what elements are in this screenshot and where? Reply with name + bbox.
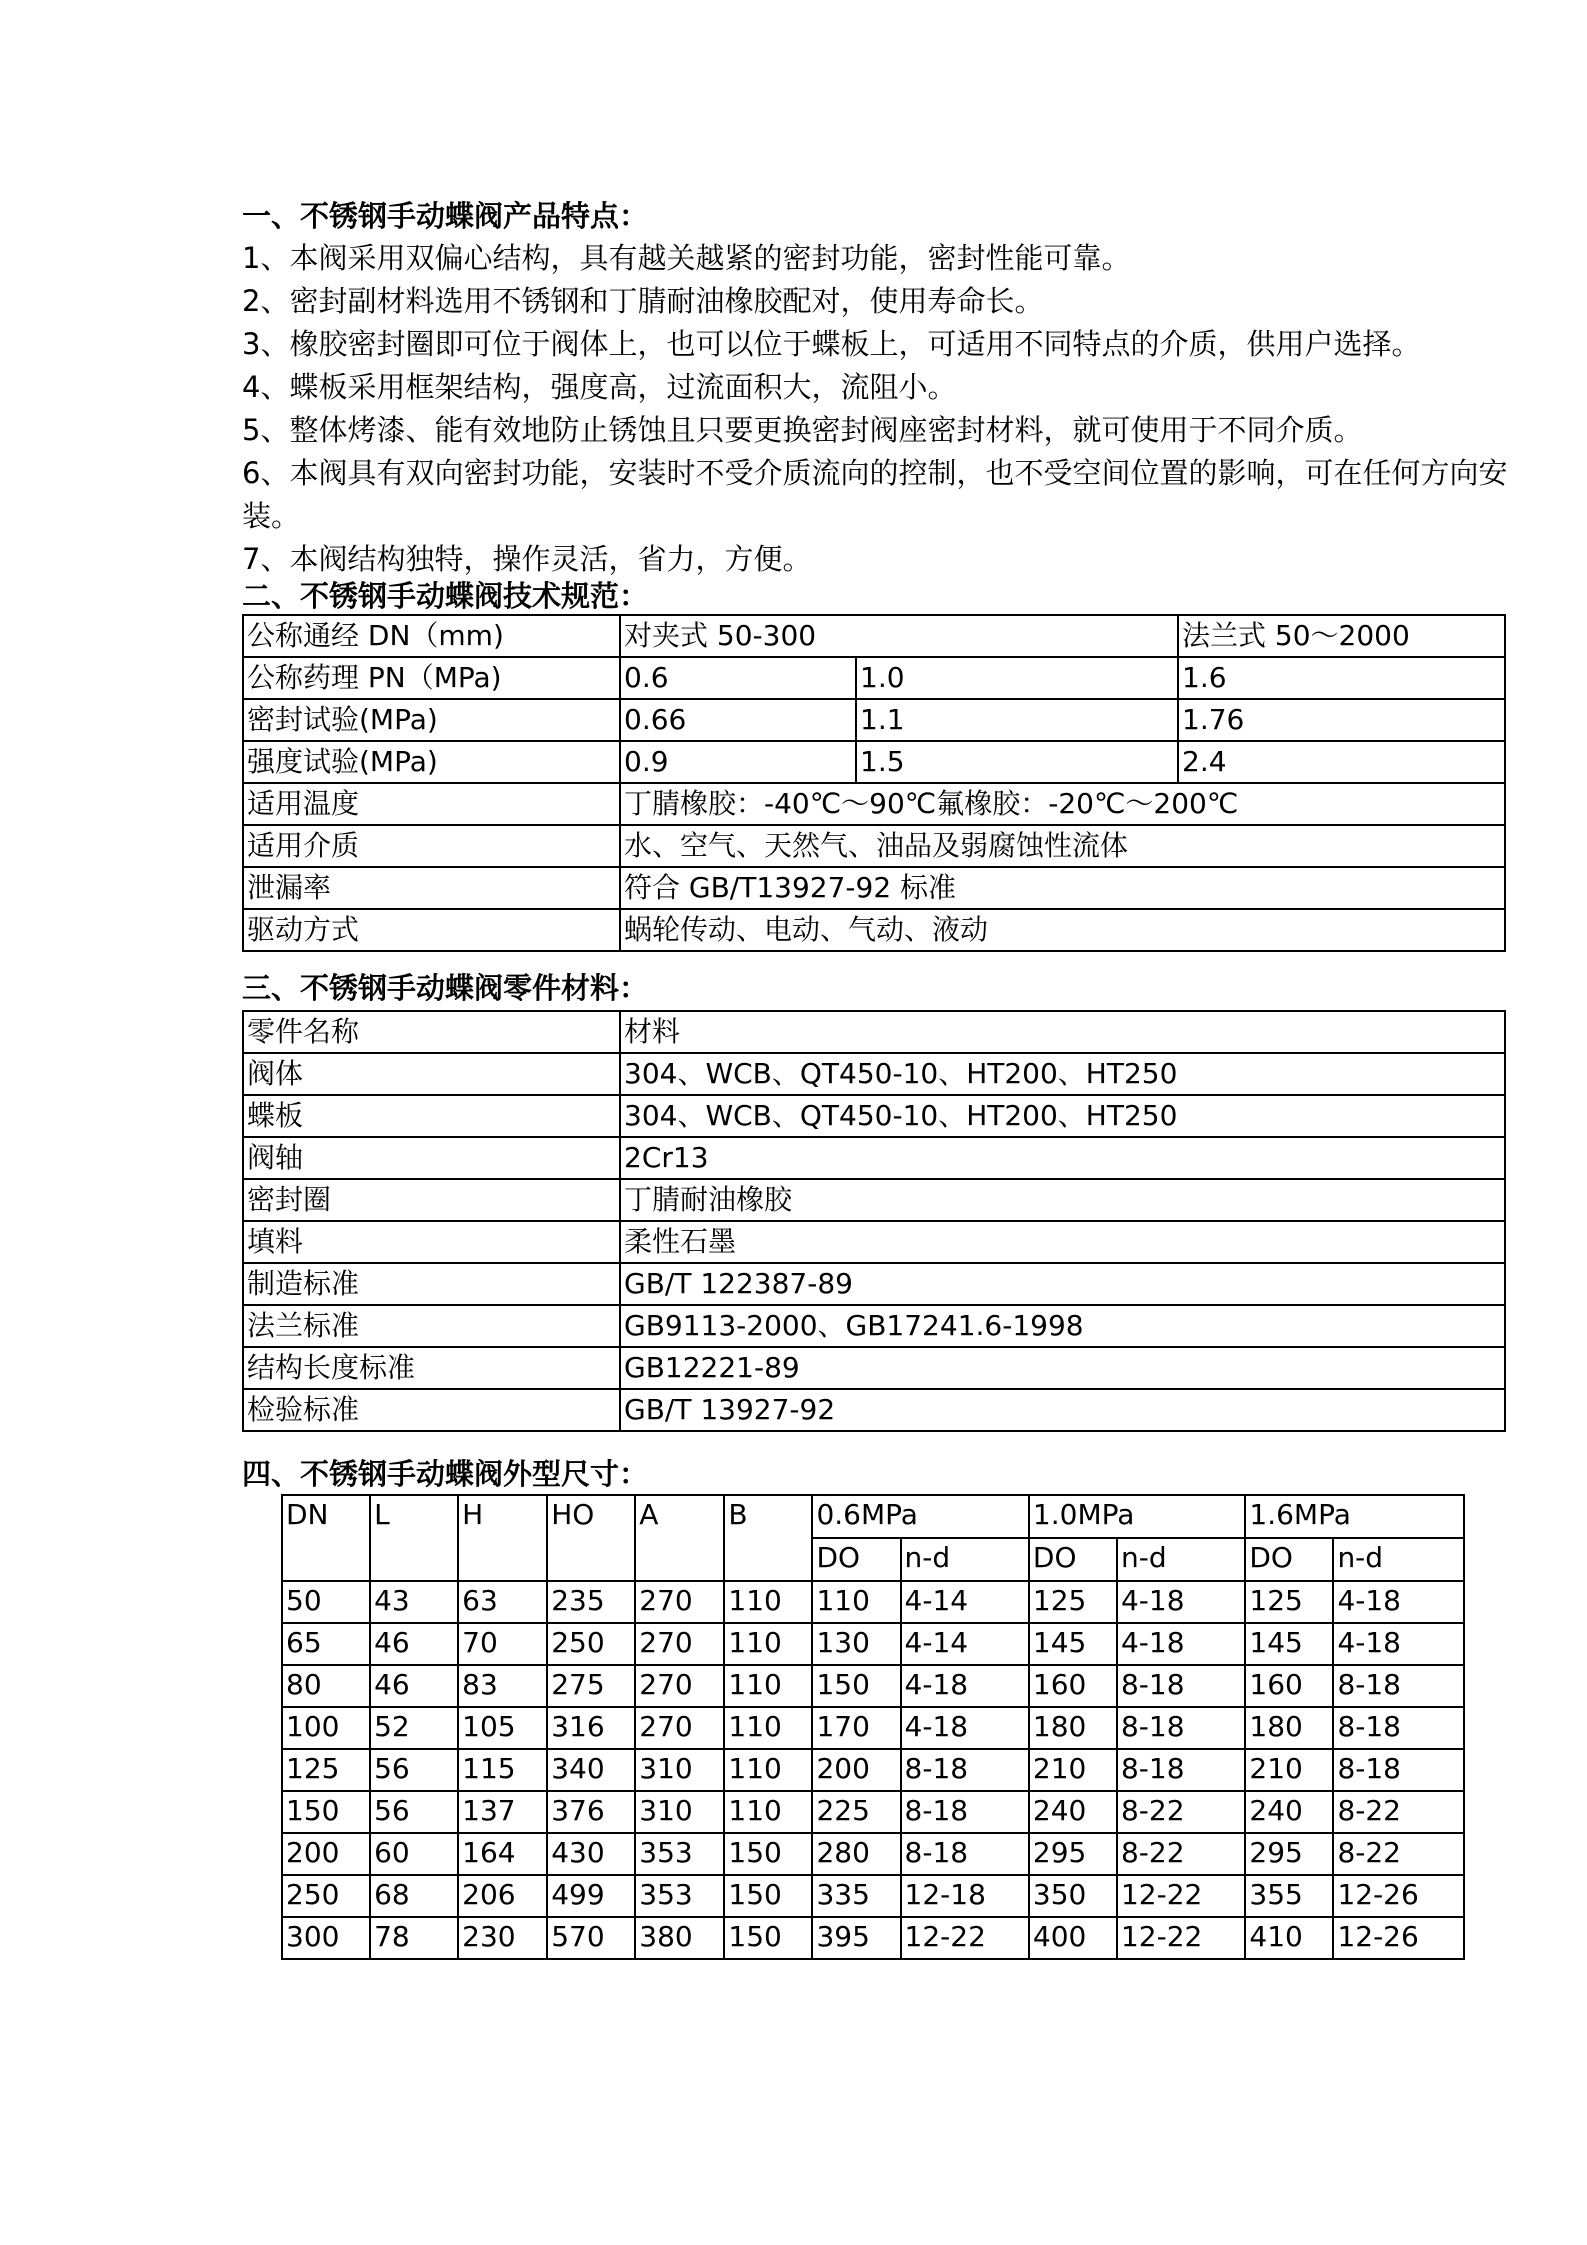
- table-cell: 304、WCB、QT450-10、HT200、HT250: [620, 1095, 1505, 1137]
- table-cell: 56: [370, 1791, 458, 1833]
- table-cell: 水、空气、天然气、油品及弱腐蚀性流体: [620, 825, 1505, 867]
- table-cell: 12-18: [901, 1875, 1029, 1917]
- table-cell: 0.9: [620, 741, 856, 783]
- table-cell: 蝶板: [243, 1095, 620, 1137]
- table-row: [243, 825, 1505, 867]
- table-cell: 8-22: [1117, 1833, 1245, 1875]
- table-row: [282, 1707, 1464, 1749]
- table-cell: 150: [724, 1833, 812, 1875]
- table-row: [282, 1833, 1464, 1875]
- table-cell: 160: [1245, 1665, 1333, 1707]
- table-cell: 泄漏率: [243, 867, 620, 909]
- table-row: [243, 1389, 1505, 1431]
- table-cell: 4-18: [1117, 1581, 1245, 1623]
- table-cell: 235: [547, 1581, 635, 1623]
- table-cell: 制造标准: [243, 1263, 620, 1305]
- section2-title: 二、不锈钢手动蝶阀技术规范：: [242, 579, 649, 613]
- table-row: [282, 1917, 1464, 1959]
- table-cell: 公称通经 DN（mm): [243, 615, 620, 657]
- table-cell: 公称药理 PN（MPa): [243, 657, 620, 699]
- table-cell: 240: [1029, 1791, 1117, 1833]
- table-cell: 78: [370, 1917, 458, 1959]
- table-cell: 阀体: [243, 1053, 620, 1095]
- table-row: [243, 699, 1505, 741]
- table-cell: 8-22: [1333, 1833, 1464, 1875]
- table-cell: 8-18: [1333, 1749, 1464, 1791]
- dimensions-table: [281, 1494, 1465, 1960]
- table-row: [243, 1305, 1505, 1347]
- table-cell: 110: [812, 1581, 900, 1623]
- table-cell: 43: [370, 1581, 458, 1623]
- table-cell: 275: [547, 1665, 635, 1707]
- feature-item-6: 6、本阀具有双向密封功能，安装时不受介质流向的控制，也不受空间位置的影响，可在任何方向安装。: [242, 456, 1508, 533]
- table-cell: 56: [370, 1749, 458, 1791]
- table-cell: B: [724, 1495, 812, 1581]
- table-cell: 83: [458, 1665, 547, 1707]
- table-cell: GB12221-89: [620, 1347, 1505, 1389]
- table-cell: 206: [458, 1875, 547, 1917]
- table-cell: 160: [1029, 1665, 1117, 1707]
- table-row: [243, 1221, 1505, 1263]
- table-row: [282, 1749, 1464, 1791]
- table-cell: 适用介质: [243, 825, 620, 867]
- table-cell: 0.66: [620, 699, 856, 741]
- table-cell: 110: [724, 1623, 812, 1665]
- table-cell: DN: [282, 1495, 370, 1581]
- table-cell: 300: [282, 1917, 370, 1959]
- table-cell: 46: [370, 1623, 458, 1665]
- section4-title: 四、不锈钢手动蝶阀外型尺寸：: [242, 1457, 649, 1491]
- table-cell: 410: [1245, 1917, 1333, 1959]
- table-cell: DO: [812, 1538, 900, 1581]
- table-cell: 60: [370, 1833, 458, 1875]
- table-cell: 150: [724, 1875, 812, 1917]
- table-cell: GB/T 122387-89: [620, 1263, 1505, 1305]
- table-cell: 68: [370, 1875, 458, 1917]
- table-cell: 1.1: [856, 699, 1178, 741]
- table-row: [243, 867, 1505, 909]
- table-cell: 阀轴: [243, 1137, 620, 1179]
- table-cell: 4-14: [901, 1623, 1029, 1665]
- table-cell: 12-22: [901, 1917, 1029, 1959]
- table-cell: 376: [547, 1791, 635, 1833]
- table-cell: 395: [812, 1917, 900, 1959]
- table-cell: 46: [370, 1665, 458, 1707]
- table-cell: DO: [1029, 1538, 1117, 1581]
- table-cell: 1.5: [856, 741, 1178, 783]
- table-cell: DO: [1245, 1538, 1333, 1581]
- table-cell: 4-18: [901, 1665, 1029, 1707]
- table-cell: 8-18: [901, 1833, 1029, 1875]
- table-row: [243, 615, 1505, 657]
- table-cell: 法兰标准: [243, 1305, 620, 1347]
- table-cell: n-d: [901, 1538, 1029, 1581]
- table-cell: 柔性石墨: [620, 1221, 1505, 1263]
- table-cell: 137: [458, 1791, 547, 1833]
- table-cell: 110: [724, 1707, 812, 1749]
- table-cell: 110: [724, 1791, 812, 1833]
- table-row: [243, 657, 1505, 699]
- table-cell: 110: [724, 1581, 812, 1623]
- table-row: [282, 1581, 1464, 1623]
- table-cell: 结构长度标准: [243, 1347, 620, 1389]
- table-cell: 316: [547, 1707, 635, 1749]
- table-cell: 180: [1245, 1707, 1333, 1749]
- table-cell: 8-18: [901, 1749, 1029, 1791]
- table-cell: 70: [458, 1623, 547, 1665]
- table-cell: 强度试验(MPa): [243, 741, 620, 783]
- table-cell: 210: [1029, 1749, 1117, 1791]
- table-cell: 0.6MPa: [812, 1495, 1028, 1538]
- table-cell: 1.6: [1178, 657, 1505, 699]
- table-cell: 353: [635, 1833, 724, 1875]
- table-cell: 499: [547, 1875, 635, 1917]
- table-cell: 50: [282, 1581, 370, 1623]
- table-cell: 400: [1029, 1917, 1117, 1959]
- section1-title: 一、不锈钢手动蝶阀产品特点：: [242, 199, 649, 233]
- table-cell: 8-18: [1333, 1665, 1464, 1707]
- table-cell: 164: [458, 1833, 547, 1875]
- table-cell: 适用温度: [243, 783, 620, 825]
- feature-item-7: 7、本阀结构独特，操作灵活，省力，方便。: [242, 542, 812, 576]
- table-cell: 12-22: [1117, 1875, 1245, 1917]
- table-cell: 270: [635, 1665, 724, 1707]
- table-cell: n-d: [1117, 1538, 1245, 1581]
- table-cell: 210: [1245, 1749, 1333, 1791]
- table-cell: 检验标准: [243, 1389, 620, 1431]
- table-cell: 295: [1245, 1833, 1333, 1875]
- table-cell: 1.6MPa: [1245, 1495, 1464, 1538]
- table-cell: 1.0MPa: [1029, 1495, 1245, 1538]
- table-cell: 8-18: [901, 1791, 1029, 1833]
- table-cell: 4-18: [901, 1707, 1029, 1749]
- table-cell: 0.6: [620, 657, 856, 699]
- table-row: [282, 1623, 1464, 1665]
- table-cell: 130: [812, 1623, 900, 1665]
- table-row: [243, 783, 1505, 825]
- table-cell: L: [370, 1495, 458, 1581]
- table-cell: 145: [1029, 1623, 1117, 1665]
- table-cell: 125: [1029, 1581, 1117, 1623]
- table-cell: 350: [1029, 1875, 1117, 1917]
- table-cell: 335: [812, 1875, 900, 1917]
- table-cell: A: [635, 1495, 724, 1581]
- table-row: [282, 1791, 1464, 1833]
- table-cell: 驱动方式: [243, 909, 620, 951]
- table-cell: n-d: [1333, 1538, 1464, 1581]
- table-cell: 80: [282, 1665, 370, 1707]
- table-cell: 63: [458, 1581, 547, 1623]
- table-cell: 100: [282, 1707, 370, 1749]
- table-cell: 380: [635, 1917, 724, 1959]
- table-cell: 丁腈耐油橡胶: [620, 1179, 1505, 1221]
- table-cell: 295: [1029, 1833, 1117, 1875]
- table-cell: 2.4: [1178, 741, 1505, 783]
- table-cell: 270: [635, 1707, 724, 1749]
- table-cell: 丁腈橡胶：-40℃～90℃氟橡胶：-20℃～200℃: [620, 783, 1505, 825]
- table-row: [243, 909, 1505, 951]
- feature-item-1: 1、本阀采用双偏心结构，具有越关越紧的密封功能，密封性能可靠。: [242, 241, 1131, 275]
- table-cell: 150: [812, 1665, 900, 1707]
- table-cell: 280: [812, 1833, 900, 1875]
- table-row: [243, 1011, 1505, 1053]
- table-cell: 150: [282, 1791, 370, 1833]
- table-cell: 110: [724, 1665, 812, 1707]
- table-cell: 2Cr13: [620, 1137, 1505, 1179]
- table-cell: 52: [370, 1707, 458, 1749]
- table-cell: 125: [282, 1749, 370, 1791]
- table-cell: 105: [458, 1707, 547, 1749]
- table-cell: 4-18: [1333, 1623, 1464, 1665]
- table-cell: 密封圈: [243, 1179, 620, 1221]
- table-row: [243, 741, 1505, 783]
- table-cell: GB/T 13927-92: [620, 1389, 1505, 1431]
- section3-title: 三、不锈钢手动蝶阀零件材料：: [242, 971, 649, 1005]
- table-cell: 225: [812, 1791, 900, 1833]
- table-cell: 符合 GB/T13927-92 标准: [620, 867, 1505, 909]
- table-row: [243, 1095, 1505, 1137]
- table-cell: 270: [635, 1623, 724, 1665]
- table-row: [243, 1137, 1505, 1179]
- table-row: [243, 1053, 1505, 1095]
- table-cell: 270: [635, 1581, 724, 1623]
- table-cell: 4-18: [1333, 1581, 1464, 1623]
- table-cell: 250: [547, 1623, 635, 1665]
- table-cell: 310: [635, 1791, 724, 1833]
- table-cell: 170: [812, 1707, 900, 1749]
- table-cell: 12-22: [1117, 1917, 1245, 1959]
- table-cell: 8-18: [1117, 1665, 1245, 1707]
- tech-spec-table: [242, 614, 1506, 952]
- feature-item-2: 2、密封副材料选用不锈钢和丁腈耐油橡胶配对，使用寿命长。: [242, 284, 1044, 318]
- table-cell: 304、WCB、QT450-10、HT200、HT250: [620, 1053, 1505, 1095]
- table-cell: 115: [458, 1749, 547, 1791]
- table-cell: 340: [547, 1749, 635, 1791]
- feature-item-3: 3、橡胶密封圈即可位于阀体上，也可以位于蝶板上，可适用不同特点的介质，供用户选择。: [242, 327, 1421, 361]
- table-cell: 法兰式 50～2000: [1178, 615, 1505, 657]
- table-cell: 353: [635, 1875, 724, 1917]
- table-cell: 125: [1245, 1581, 1333, 1623]
- table-cell: 4-18: [1117, 1623, 1245, 1665]
- table-cell: 对夹式 50-300: [620, 615, 1178, 657]
- table-cell: 65: [282, 1623, 370, 1665]
- table-cell: 240: [1245, 1791, 1333, 1833]
- table-cell: 200: [812, 1749, 900, 1791]
- table-row: [282, 1665, 1464, 1707]
- table-cell: 1.0: [856, 657, 1178, 699]
- table-cell: 110: [724, 1749, 812, 1791]
- table-cell: 430: [547, 1833, 635, 1875]
- table-cell: 230: [458, 1917, 547, 1959]
- table-cell: H: [458, 1495, 547, 1581]
- table-cell: 180: [1029, 1707, 1117, 1749]
- table-row: [282, 1495, 1464, 1538]
- table-cell: 1.76: [1178, 699, 1505, 741]
- table-cell: 310: [635, 1749, 724, 1791]
- table-cell: 355: [1245, 1875, 1333, 1917]
- feature-item-5: 5、整体烤漆、能有效地防止锈蚀且只要更换密封阀座密封材料，就可使用于不同介质。: [242, 413, 1363, 447]
- table-cell: 12-26: [1333, 1875, 1464, 1917]
- table-cell: 4-14: [901, 1581, 1029, 1623]
- table-cell: 145: [1245, 1623, 1333, 1665]
- table-cell: 150: [724, 1917, 812, 1959]
- table-cell: 密封试验(MPa): [243, 699, 620, 741]
- table-cell: 8-22: [1117, 1791, 1245, 1833]
- table-cell: GB9113-2000、GB17241.6-1998: [620, 1305, 1505, 1347]
- table-cell: 8-18: [1117, 1707, 1245, 1749]
- table-cell: 570: [547, 1917, 635, 1959]
- table-row: [243, 1347, 1505, 1389]
- table-cell: 8-18: [1117, 1749, 1245, 1791]
- table-cell: 200: [282, 1833, 370, 1875]
- table-row: [282, 1875, 1464, 1917]
- table-cell: 蜗轮传动、电动、气动、液动: [620, 909, 1505, 951]
- table-cell: 材料: [620, 1011, 1505, 1053]
- feature-item-4: 4、蝶板采用框架结构，强度高，过流面积大，流阻小。: [242, 370, 957, 404]
- table-cell: HO: [547, 1495, 635, 1581]
- table-cell: 8-22: [1333, 1791, 1464, 1833]
- table-cell: 12-26: [1333, 1917, 1464, 1959]
- table-cell: 填料: [243, 1221, 620, 1263]
- table-cell: 250: [282, 1875, 370, 1917]
- table-row: [243, 1263, 1505, 1305]
- parts-material-table: [242, 1010, 1506, 1432]
- table-cell: 8-18: [1333, 1707, 1464, 1749]
- table-row: [243, 1179, 1505, 1221]
- table-cell: 零件名称: [243, 1011, 620, 1053]
